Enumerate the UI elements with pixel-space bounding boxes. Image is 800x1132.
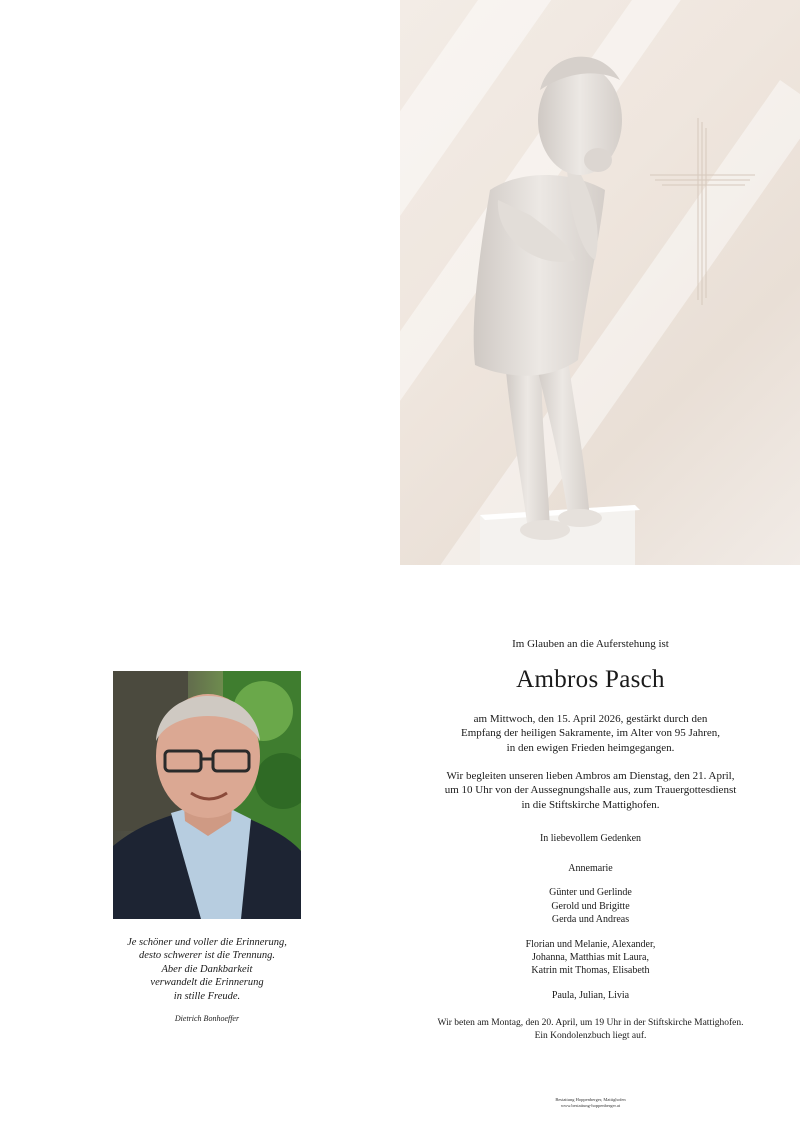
- quote-author: Dietrich Bonhoeffer: [174, 1014, 240, 1024]
- service-line: Wir begleiten unseren lieben Ambros am Dienstag, den 21. April,: [446, 770, 735, 782]
- family-member: Paula, Julian, Livia: [551, 989, 630, 1001]
- passing-line: in den ewigen Frieden heimgegangen.: [506, 741, 675, 754]
- family-member: Annemarie: [568, 863, 613, 874]
- family-member: Günter und Gerlinde: [549, 887, 632, 899]
- quote-line: Je schöner und voller die Erinnerung,: [127, 937, 287, 948]
- portrait-photo: [113, 671, 301, 919]
- man-portrait-icon: [113, 671, 301, 919]
- family-member: Johanna, Matthias mit Laura,: [532, 952, 649, 964]
- family-group: [418, 862, 763, 875]
- quote-line: Aber die Dankbarkeit: [161, 963, 253, 975]
- passing-line: Empfang der heiligen Sakramente, im Alter von 95 Jahren,: [460, 727, 721, 740]
- family-group: [418, 938, 763, 978]
- family-list: [418, 862, 763, 1013]
- family-member: Florian und Melanie, Alexander,: [525, 938, 656, 950]
- statue-photo: [400, 0, 800, 565]
- quote-line: verwandelt die Erinnerung: [150, 977, 264, 989]
- passing-line: am Mittwoch, den 15. April 2026, gestärkt durch den: [473, 713, 708, 725]
- closing-text: In liebevollem Gedenken: [539, 833, 642, 844]
- service-paragraph: [418, 769, 763, 812]
- footer-line: Bestattung Hoppenberger, Mattighofen: [555, 1097, 626, 1102]
- passing-paragraph: [418, 712, 763, 755]
- quote-line: desto schwerer ist die Trennung.: [138, 950, 275, 962]
- service-line: in die Stiftskirche Mattighofen.: [521, 798, 660, 811]
- prayer-line: Wir beten am Montag, den 20. April, um 19 Uhr in der Stiftskirche Mattighofen.: [437, 1018, 744, 1028]
- family-group: [418, 989, 763, 1002]
- service-line: um 10 Uhr von der Aussegnungshalle aus, zum Trauergottesdienst: [444, 784, 737, 797]
- deceased-name: Ambros Pasch: [516, 666, 665, 693]
- family-member: Gerold und Brigitte: [551, 900, 630, 912]
- memorial-quote: [100, 936, 314, 1025]
- family-member: Katrin mit Thomas, Elisabeth: [531, 965, 650, 977]
- prayer-line: Ein Kondolenzbuch liegt auf.: [534, 1030, 647, 1041]
- intro-text: Im Glauben an die Auferstehung ist: [512, 638, 669, 650]
- family-group: [418, 886, 763, 926]
- funeral-home-footer: [418, 1097, 763, 1109]
- footer-line: www.bestattung-hoppenberger.at: [560, 1103, 621, 1108]
- prayer-notice: [418, 1017, 763, 1042]
- cross-icon: [400, 0, 800, 565]
- quote-line: in stille Freude.: [173, 990, 241, 1002]
- family-member: Gerda und Andreas: [551, 914, 630, 926]
